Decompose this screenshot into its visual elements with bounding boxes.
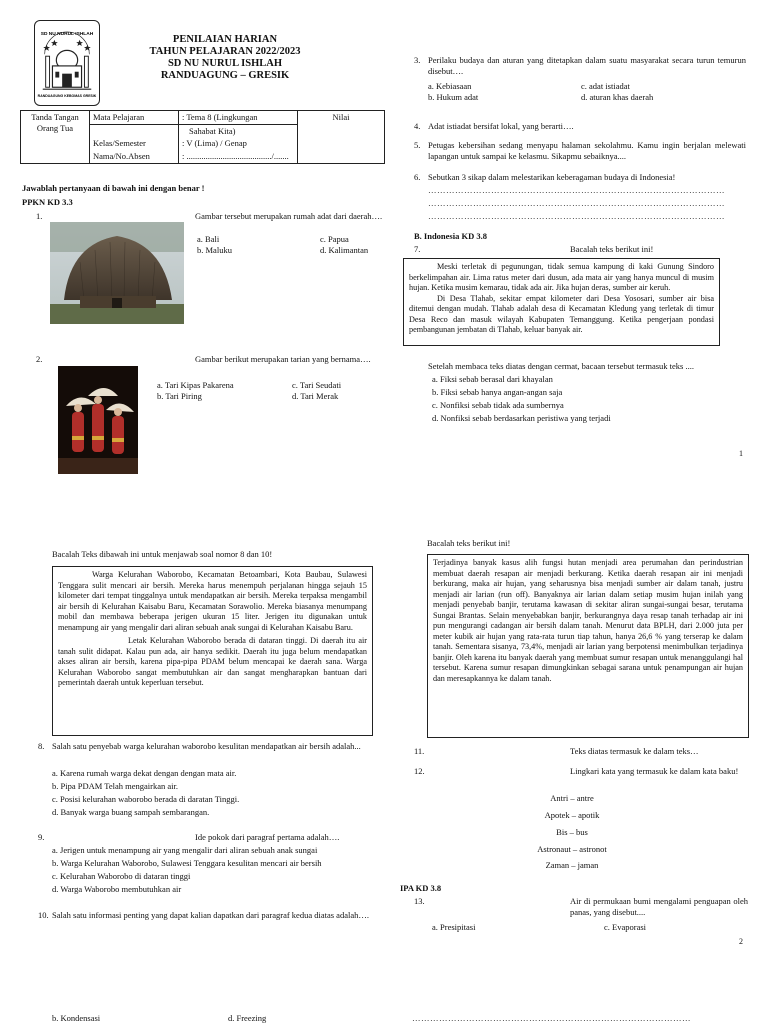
q13-number: 13. — [414, 896, 425, 906]
class-label: Kelas/Semester — [90, 137, 179, 150]
q1-option-b[interactable]: b. Maluku — [197, 244, 232, 255]
q11-number: 11. — [414, 746, 425, 756]
q8-number: 8. — [38, 741, 45, 751]
header-line-3: SD NU NURUL ISHLAH — [167, 58, 283, 70]
q12-number: 12. — [414, 766, 425, 776]
q9-option-a[interactable]: a. Jerigen untuk menampung air yang mengalir dari aliran sebuah anak sungai — [52, 845, 318, 855]
q1-number: 1. — [36, 211, 43, 221]
q13-text: Air di permukaan bumi mengalami penguapan oleh panas, yang disebut.... — [570, 896, 748, 917]
q9-option-d[interactable]: d. Warga Waborobo membutuhkan air — [52, 884, 182, 894]
exam-header — [110, 34, 340, 82]
q8-option-c[interactable]: c. Posisi kelurahan waborobo berada di daratan Tinggi. — [52, 794, 240, 804]
q8-text: Salah satu penyebab warga kelurahan waborobo kesulitan mendapatkan air bersih adalah... — [52, 741, 361, 751]
q3-option-c[interactable]: c. adat istiadat — [581, 81, 630, 91]
q2-option-b[interactable]: b. Tari Piring — [157, 390, 202, 401]
passage-8-p1: Warga Kelurahan Waborobo, Kecamatan Betoambari, Kota Baubau, Sulawesi Tenggara sulit mencari air bersih. Mereka harus menempuh perjalanan hingga sejauh 15 kilometer dari tempat tinggalnya untuk mendapatkan air bersih. Mereka terpaksa mengambil air bersih di Kelurahan Kaisabu Baru, Kecamatan Sorawolio. Mereka biasanya menumpang mobil dan membawa beberapa jerigen ukuran 15 liter. Jerigen itu digunakan untuk menampung air yang mengalir dari aliran sebuah anak sungai di Kelurahan Kaisabu Baru. — [58, 570, 367, 632]
q12-text: Lingkari kata yang termasuk ke dalam kata baku! — [570, 766, 739, 776]
dance-photo — [58, 366, 138, 474]
svg-text:SD NU NURUL ISHLAH: SD NU NURUL ISHLAH — [40, 31, 94, 37]
q1-option-d[interactable]: d. Kalimantan — [320, 244, 369, 255]
passage-8-box — [52, 566, 373, 736]
q10-number: 10. — [38, 910, 49, 920]
q2-option-d[interactable]: d. Tari Merak — [292, 390, 339, 401]
q4-text: Adat istiadat bersifat lokal, yang berarti…. — [428, 121, 574, 131]
header-line-2: TAHUN PELAJARAN 2022/2023 — [149, 46, 301, 58]
q7-intro: Bacalah teks berikut ini! — [570, 244, 654, 254]
read-instruction-11: Bacalah teks berikut ini! — [427, 538, 511, 548]
q12-word-pair-3[interactable]: Bis – bus — [556, 827, 588, 837]
q13-option-d[interactable]: d. Freezing — [228, 1013, 267, 1023]
q2-options — [157, 380, 377, 401]
q6-text: Sebutkan 3 sikap dalam melestarikan keberagaman budaya di Indonesia! — [428, 172, 676, 182]
name-label: Nama/No.Absen — [90, 150, 179, 163]
q2-option-a[interactable]: a. Tari Kipas Pakarena — [157, 380, 234, 390]
q2-number: 2. — [36, 354, 43, 364]
instruction-text: Jawablah pertanyaan di bawah ini dengan benar ! — [22, 183, 205, 193]
q2-option-c[interactable]: c. Tari Seudati — [292, 380, 342, 390]
passage-11-box — [427, 554, 749, 738]
traditional-house-photo — [50, 222, 184, 324]
q7-question: Setelah membaca teks diatas dengan cermat, bacaan tersebut termasuk teks .... — [428, 361, 694, 371]
score-cell[interactable]: Nilai — [298, 111, 385, 164]
q13-option-c[interactable]: c. Evaporasi — [604, 922, 647, 932]
q3-option-d[interactable]: d. aturan khas daerah — [581, 91, 654, 102]
page-number-2: 2 — [739, 937, 743, 946]
q6-answer-line-2[interactable]: ……………………………………………………………………………………… — [428, 198, 725, 208]
q13-option-a[interactable]: a. Presipitasi — [432, 922, 476, 932]
class-value: : V (Lima) / Genap — [179, 137, 298, 150]
passage-11-text: Terjadinya banyak kasus alih fungsi hutan menjadi area perumahan dan perindustrian membuat daerah resapan air menjadi berkurang. Ketika daerah resapan air ini menjadi berkurang, maka air hujan, yang seharusnya bisa menjadi sumber air dalam tanah, justru menjadi air larian (run off). Banyaknya air larian dalam setiap musim hujan inilah yang menjadi penyebab banjir, terutama kawasan di sekitar aliran sungai-sungai besar, terutama Sungai Brantas. Selain menyebabkan banjir, berkurangnya daya resap tanah terhadap air ini pun mengurangi cadangan air bersih dalam tanah. Menurut data BPLH, dari 2.000 juta per meter kubik air hujan yang rata-rata turun tiap tahun, hanya 26,6 % yang terserap ke dalam tanah. Sementara sisanya, 73,4%, menjadi air larian yang berpotensi menimbulkan terjadinya banjir. Oleh karena itu banyak daerah yang membuat sumur resapan untuk menanggulangi hal tersebut. Karena sumur resapan dimungkinkan sebagai sarana untuk penampungan air hujan dan meresapkannya ke dalam tanah. — [433, 558, 743, 683]
q3-number: 3. — [414, 55, 421, 65]
q7-option-a[interactable]: a. Fiksi sebab berasal dari khayalan — [432, 374, 553, 384]
q4-number: 4. — [414, 121, 421, 131]
section-ppkn: PPKN KD 3.3 — [22, 197, 73, 207]
q6-answer-line-1[interactable]: ……………………………………………………………………………………… — [428, 185, 725, 195]
q6-number: 6. — [414, 172, 421, 182]
q9-text: Ide pokok dari paragraf pertama adalah…. — [195, 832, 340, 842]
q5-number: 5. — [414, 140, 421, 150]
q12-word-pair-4[interactable]: Astronaut – astronot — [537, 844, 607, 854]
q12-word-pair-2[interactable]: Apotek – apotik — [544, 810, 600, 820]
q6-answer-line-3[interactable]: ……………………………………………………………………………………… — [428, 211, 725, 221]
header-line-4: RANDUAGUNG – GRESIK — [160, 70, 290, 82]
header-line-1: PENILAIAN HARIAN — [172, 34, 278, 45]
q7-option-c[interactable]: c. Nonfiksi sebab tidak ada sumbernya — [432, 400, 564, 410]
parent-signature-cell[interactable]: Tanda Tangan Orang Tua — [21, 111, 90, 164]
q8-option-d[interactable]: d. Banyak warga buang sampah sembarangan. — [52, 807, 210, 817]
answer-line-bottom[interactable]: ………………………………………………………………………………… — [412, 1013, 691, 1023]
read-instruction-8-10: Bacalah Teks dibawah ini untuk menjawab soal nomor 8 dan 10! — [52, 549, 273, 559]
svg-text:RANDUAGUNG KEBOMAS GRESIK: RANDUAGUNG KEBOMAS GRESIK — [37, 93, 97, 98]
subject-value-1: : Tema 8 (Lingkungan — [179, 111, 298, 125]
q2-text: Gambar berikut merupakan tarian yang bernama…. — [195, 354, 371, 364]
q12-word-pair-1[interactable]: Antri – antre — [550, 793, 594, 803]
section-indonesia: B. Indonesia KD 3.8 — [414, 231, 487, 241]
q10-text: Salah satu informasi penting yang dapat kalian dapatkan dari paragraf kedua diatas adalah…. — [52, 910, 369, 920]
subject-label: Mata Pelajaran — [90, 111, 179, 125]
q3-text: Perilaku budaya dan aturan yang ditetapkan dalam suatu masyarakat secara turun temurun disebut…. — [428, 55, 746, 76]
q7-option-b[interactable]: b. Fiksi sebab hanya angan-angan saja — [432, 387, 563, 397]
q5-text: Petugas kebersihan sedang menyapu halaman sekolahmu. Kamu ingin berjalan melewati lapangan untuk sampai ke kelasmu. Sikapmu sebaiknya.... — [428, 140, 746, 161]
passage-8-p2: Letak Kelurahan Waborobo berada di dataran tinggi. Di daerah itu air tanah sulit didapat. Kalau pun ada, air hanya sedikit. Daerah itu juga belum mendapatkan akses aliran air bersih, karena pipa-pipa PDAM belum mencapai ke daerah sana. Warga Kelurahan Waborobo sangat membutuhkan air dan sangat mengharapkan bantuan dari pemerintah daerah untuk keperluan tersebut. — [58, 636, 367, 687]
q3-options — [428, 81, 728, 102]
school-logo — [34, 20, 100, 106]
page-number-1: 1 — [739, 449, 743, 458]
student-info-table — [20, 110, 385, 164]
q1-option-c[interactable]: c. Papua — [320, 234, 349, 244]
q12-word-pair-5[interactable]: Zaman – jaman — [545, 860, 599, 870]
q1-options — [197, 234, 377, 255]
q13-option-b[interactable]: b. Kondensasi — [52, 1013, 101, 1023]
section-ipa: IPA KD 3.8 — [400, 883, 442, 893]
q3-option-a[interactable]: a. Kebiasaan — [428, 81, 472, 91]
q7-number: 7. — [414, 244, 421, 254]
q9-number: 9. — [38, 832, 45, 842]
q3-option-b[interactable]: b. Hukum adat — [428, 91, 479, 102]
name-field[interactable]: : ......................................../....... — [179, 150, 298, 163]
q11-text: Teks diatas termasuk ke dalam teks… — [570, 746, 699, 756]
q7-passage-box — [403, 258, 720, 346]
q8-option-b[interactable]: b. Pipa PDAM Telah mengairkan air. — [52, 781, 179, 791]
q9-option-c[interactable]: c. Kelurahan Waborobo di dataran tinggi — [52, 871, 191, 881]
q9-option-b[interactable]: b. Warga Kelurahan Waborobo, Sulawesi Tenggara kesulitan mencari air bersih — [52, 858, 322, 868]
q7-passage-p1: Meski terletak di pegunungan, tidak semua kampung di kaki Gunung Sindoro berkelimpahan air. Lima ratus meter dari dusun, ada mata air yang hanya muncul di musim hujan. Ketika musim kemarau, tidak ada air. Jika hujan deras, sumber air keruh. — [409, 262, 714, 292]
q7-passage-p2: Di Desa Tlahab, sekitar empat kilometer dari Desa Yososari, sumber air bisa ditemui dengan mudah. Tlahab adalah desa di Kecamatan Kledung yang terletak di timur Desa Reco dan masuk wilayah Kabupaten Temanggung. Ketika pengerjaan pondasi pembangunan jembatan di Tlahab, keluar banyak air. — [409, 293, 714, 334]
q1-option-a[interactable]: a. Bali — [197, 234, 220, 244]
mosque-logo-icon — [35, 21, 99, 105]
q7-option-d[interactable]: d. Nonfiksi sebab berdasarkan peristiwa yang terjadi — [432, 413, 611, 423]
q8-option-a[interactable]: a. Karena rumah warga dekat dengan dengan mata air. — [52, 768, 237, 778]
q1-text: Gambar tersebut merupakan rumah adat dari daerah…. — [195, 211, 383, 221]
subject-value-2: Sahabat Kita) — [179, 124, 298, 137]
